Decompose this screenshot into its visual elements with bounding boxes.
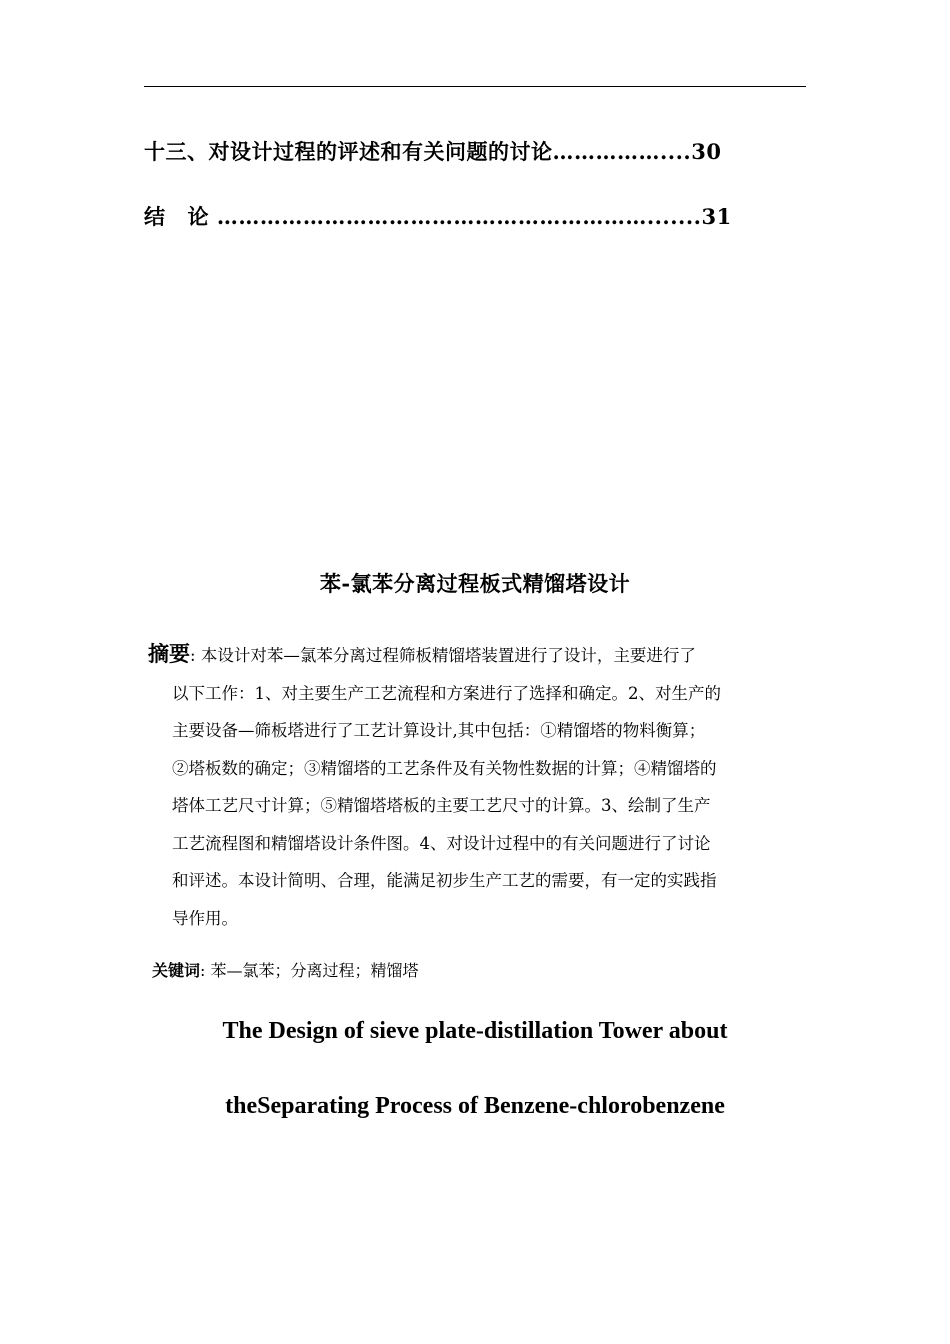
toc-item-conclusion[interactable] [144,201,732,231]
keywords-label: 关键词 [152,961,201,980]
header-rule [144,86,806,87]
toc-conclusion-leader: …………………………………………………….......31 [216,204,732,229]
english-title-line-2: theSeparating Process of Benzene-chlorobenzene [225,1093,725,1119]
abstract-line-1 [148,636,810,675]
toc-conclusion-label-2: 论 [187,204,209,229]
abstract-block [148,636,810,937]
keywords-separator: : [200,961,206,980]
abstract-line-6: 工艺流程图和精馏塔设计条件图。4、对设计过程中的有关问题进行了讨论 [172,833,711,853]
toc-item-13-text: 十三、对设计过程的评述和有关问题的讨论……………....30 [144,139,722,164]
abstract-line-5: 塔体工艺尺寸计算；⑤精馏塔塔板的主要工艺尺寸的计算。3、绘制了生产 [172,796,711,815]
abstract-line-3: 主要设备—筛板塔进行了工艺计算设计,其中包括：①精馏塔的物料衡算； [172,721,706,740]
abstract-line-4: ②塔板数的确定；③精馏塔的工艺条件及有关物性数据的计算；④精馏塔的 [172,758,717,778]
english-title-line-1: The Design of sieve plate-distillation Tower about [222,1018,728,1044]
abstract-line-8: 导作用。 [172,908,238,928]
abstract-label: 摘要 [148,642,190,666]
chinese-title: 苯-氯苯分离过程板式精馏塔设计 [319,571,631,596]
toc-conclusion-label: 结 [144,204,166,229]
keywords-text: 苯—氯苯；分离过程；精馏塔 [210,961,419,980]
abstract-line-7: 和评述。本设计简明、合理，能满足初步生产工艺的需要，有一定的实践指 [172,871,717,890]
abstract-line-2: 以下工作：1、对主要生产工艺流程和方案进行了选择和确定。2、对生产的 [172,683,721,703]
toc-item-13[interactable] [144,136,721,166]
abstract-separator: : [190,646,196,665]
abstract-text-1: 本设计对苯—氯苯分离过程筛板精馏塔装置进行了设计，主要进行了 [200,646,696,665]
keywords-line [152,958,419,981]
